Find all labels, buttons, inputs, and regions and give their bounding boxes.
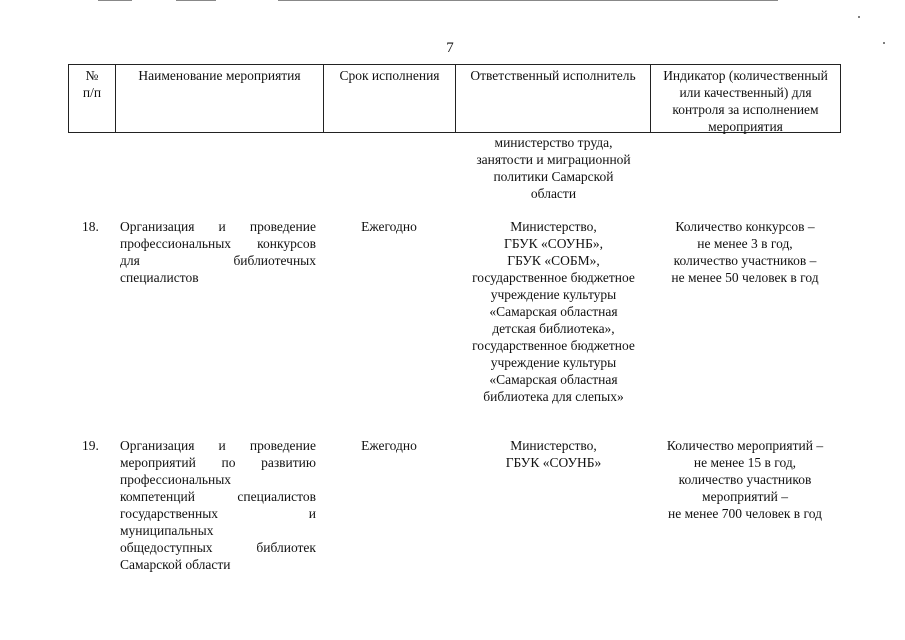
text-line: для библиотечных <box>120 253 316 268</box>
text-line: количество участников – <box>673 253 817 268</box>
header-line: контроля за исполнением <box>672 102 819 117</box>
header-line: Ответственный исполнитель <box>470 68 636 83</box>
row-indicator <box>651 218 839 286</box>
header-indicator <box>651 65 840 132</box>
text-line: Организация и проведение <box>120 438 316 453</box>
text-line: не менее 3 в год, <box>697 236 793 251</box>
row-indicator <box>651 437 839 522</box>
row-term: Ежегодно <box>361 219 417 234</box>
text-line: ГБУК «СОБМ», <box>507 253 600 268</box>
text-line: специалистов <box>120 270 199 285</box>
page-number: 7 <box>446 40 454 56</box>
header-number <box>69 65 116 132</box>
scan-artifact-line <box>98 0 132 1</box>
text-line: области <box>530 186 577 201</box>
row-name <box>120 437 316 573</box>
text-line: не менее 700 человек в год <box>667 506 822 521</box>
table-header <box>68 64 841 133</box>
text-line: профессиональных <box>120 472 232 487</box>
scan-artifact-line <box>278 0 778 1</box>
text-line: ГБУК «СОУНБ» <box>505 455 602 470</box>
text-line: государственных и <box>120 506 316 521</box>
scan-artifact-dot <box>883 42 885 44</box>
text-line: количество участников <box>678 472 812 487</box>
text-line: Самарской области <box>120 557 231 572</box>
text-line: компетенций специалистов <box>120 489 316 504</box>
row-number: 18. <box>82 219 99 234</box>
text-line: политики Самарской <box>493 169 614 184</box>
text-line: библиотека для слепых» <box>483 389 624 404</box>
text-line: мероприятий – <box>702 489 788 504</box>
text-line: мероприятий по развитию <box>120 455 316 470</box>
text-line: общедоступных библиотек <box>120 540 316 555</box>
header-line: Наименование мероприятия <box>138 68 301 83</box>
text-line: «Самарская областная <box>489 372 618 387</box>
scan-artifact-dot <box>858 16 860 18</box>
text-line: Организация и проведение <box>120 219 316 234</box>
text-line: детская библиотека», <box>492 321 615 336</box>
header-line: Индикатор (количественный <box>663 68 828 83</box>
header-executor <box>456 65 651 132</box>
measures-table <box>68 64 840 132</box>
text-line: министерство труда, <box>494 135 613 150</box>
text-line: учреждение культуры <box>490 287 617 302</box>
header-line: Срок исполнения <box>339 68 440 83</box>
header-line: п/п <box>82 85 102 100</box>
text-line: ГБУК «СОУНБ», <box>504 236 603 251</box>
row-name <box>120 218 316 286</box>
row-executor <box>455 218 652 405</box>
text-line: муниципальных <box>120 523 214 538</box>
scan-artifact-line <box>176 0 216 1</box>
header-line: или качественный) для <box>679 85 812 100</box>
text-line: не менее 50 человек в год <box>671 270 819 285</box>
text-line: не менее 15 в год, <box>693 455 797 470</box>
text-line: Количество мероприятий – <box>666 438 824 453</box>
text-line: Министерство, <box>510 219 597 234</box>
header-term <box>324 65 456 132</box>
header-name <box>116 65 324 132</box>
text-line: государственное бюджетное <box>472 338 635 353</box>
text-line: учреждение культуры <box>490 355 617 370</box>
row-term: Ежегодно <box>361 438 417 453</box>
row-number: 19. <box>82 438 99 453</box>
text-line: профессиональных конкурсов <box>120 236 316 251</box>
text-line: «Самарская областная <box>489 304 618 319</box>
text-line: государственное бюджетное <box>472 270 635 285</box>
header-line: № <box>85 68 99 83</box>
text-line: занятости и миграционной <box>476 152 631 167</box>
text-line: Министерство, <box>510 438 597 453</box>
row-executor <box>455 437 652 471</box>
continuation-executor <box>455 134 652 202</box>
text-line: Количество конкурсов – <box>675 219 815 234</box>
header-line: мероприятия <box>708 119 783 134</box>
